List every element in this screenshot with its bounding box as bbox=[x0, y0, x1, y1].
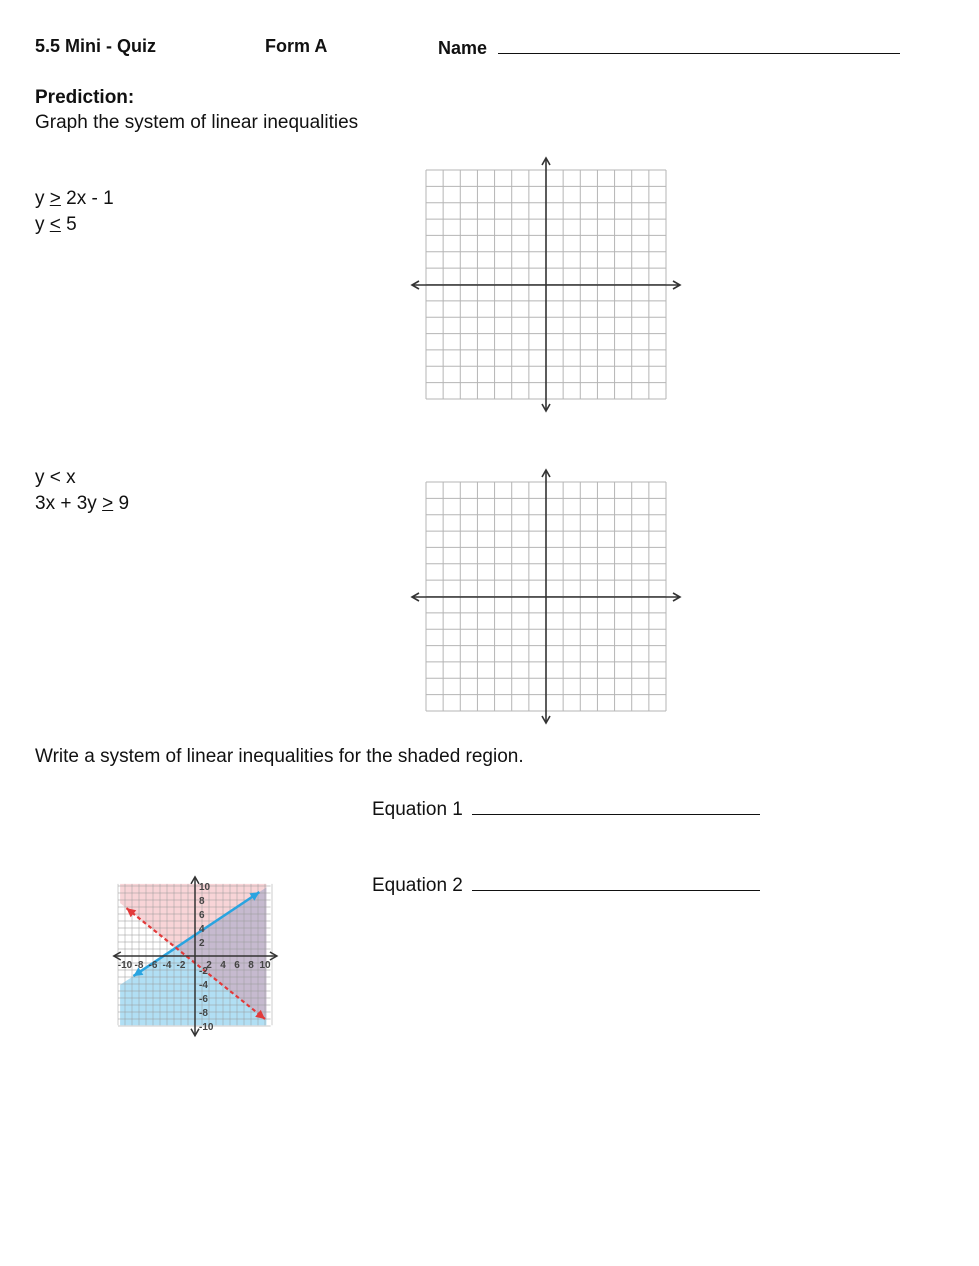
shaded-region-graph bbox=[30, 790, 370, 1130]
problem1-system bbox=[35, 186, 114, 238]
equation2-row bbox=[372, 873, 760, 897]
problem2-line1: y < x bbox=[35, 467, 76, 488]
y-tick-label: -6 bbox=[199, 994, 208, 1005]
y-tick-label: -8 bbox=[199, 1008, 208, 1019]
equation1-label: Equation 1 bbox=[372, 799, 463, 820]
problem1-line2 bbox=[35, 212, 114, 238]
x-tick-label: 2 bbox=[206, 960, 212, 971]
equation2-blank[interactable] bbox=[472, 873, 760, 891]
prediction-heading: Prediction: bbox=[35, 87, 135, 108]
prediction-instruction: Graph the system of linear inequalities bbox=[35, 112, 359, 133]
x-tick-label: 6 bbox=[234, 960, 240, 971]
x-tick-label: -2 bbox=[176, 960, 186, 971]
axes-1 bbox=[412, 158, 680, 411]
p1l1-rhs: 2x - 1 bbox=[66, 188, 114, 209]
p2l2-lhs: 3x + 3y bbox=[35, 493, 97, 514]
y-tick-label: 6 bbox=[199, 910, 205, 921]
equation1-row bbox=[372, 797, 760, 821]
axes-2 bbox=[412, 470, 680, 723]
quiz-title: 5.5 Mini - Quiz bbox=[35, 36, 157, 56]
shaded-instruction: Write a system of linear inequalities for the shaded region. bbox=[35, 746, 524, 767]
y-tick-label: 2 bbox=[199, 938, 205, 949]
name-label bbox=[438, 36, 900, 59]
equation2-label: Equation 2 bbox=[372, 875, 463, 896]
problem2-line2 bbox=[35, 491, 129, 517]
equation1-blank[interactable] bbox=[472, 797, 760, 815]
x-tick-label: -8 bbox=[134, 960, 144, 971]
x-tick-label: -6 bbox=[148, 960, 158, 971]
y-tick-label: -4 bbox=[199, 980, 208, 991]
y-tick-label: 8 bbox=[199, 896, 205, 907]
x-tick-label: -4 bbox=[162, 960, 172, 971]
x-tick-label: 10 bbox=[259, 960, 271, 971]
p2l2-op: > bbox=[102, 493, 114, 514]
empty-grid-1[interactable] bbox=[408, 156, 688, 416]
y-tick-label: -10 bbox=[199, 1022, 214, 1033]
p1l2-rhs: 5 bbox=[66, 214, 77, 235]
p1l2-op: < bbox=[49, 214, 61, 235]
form-label: Form A bbox=[265, 36, 328, 56]
x-tick-label: 8 bbox=[248, 960, 254, 971]
empty-grid-2[interactable] bbox=[408, 468, 688, 728]
name-label-text: Name bbox=[438, 38, 488, 58]
y-tick-label: 4 bbox=[199, 924, 205, 935]
shade-layer bbox=[117, 884, 266, 1025]
x-tick-label: 4 bbox=[220, 960, 226, 971]
p1l1-lhs: y bbox=[35, 188, 45, 209]
name-blank[interactable] bbox=[498, 36, 900, 54]
p1l1-op: > bbox=[49, 188, 61, 209]
problem1-line1 bbox=[35, 186, 114, 212]
problem2-system bbox=[35, 465, 129, 517]
y-tick-label: 10 bbox=[199, 882, 211, 893]
x-tick-label: -10 bbox=[117, 960, 133, 971]
p2l2-rhs: 9 bbox=[118, 493, 130, 514]
p1l2-lhs: y bbox=[35, 214, 45, 235]
y-tick-label: -2 bbox=[199, 966, 208, 977]
